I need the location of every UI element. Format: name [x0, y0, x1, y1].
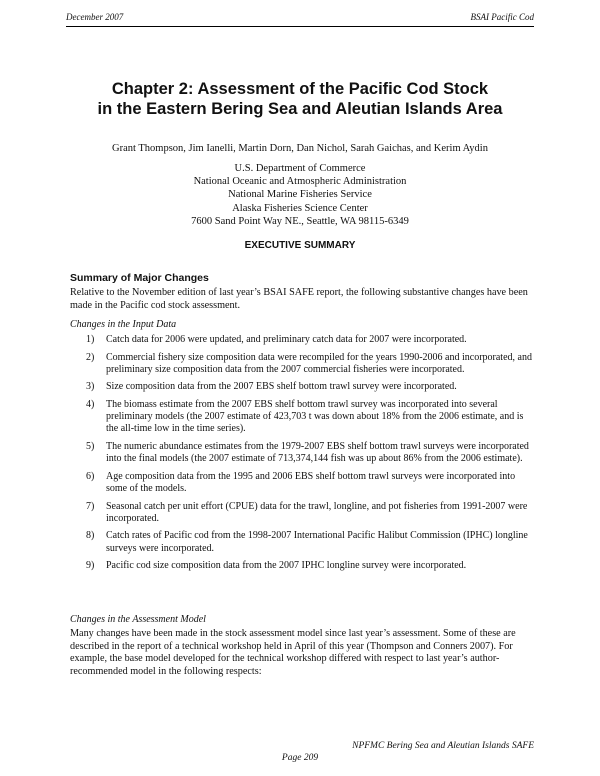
header-date: December 2007 — [66, 12, 124, 22]
summary-heading: Summary of Major Changes — [70, 272, 209, 284]
input-data-heading: Changes in the Input Data — [70, 319, 177, 330]
affiliation-line: Alaska Fisheries Science Center — [232, 202, 368, 214]
author-list: Grant Thompson, Jim Ianelli, Martin Dorn, Dan Nichol, Sarah Gaichas, and Kerim Aydin — [112, 143, 488, 154]
header-title: BSAI Pacific Cod — [470, 12, 534, 22]
list-item: 6) Age composition data from the 1995 and 2006 EBS shelf bottom trawl surveys were incorporated into some of the models. — [86, 470, 516, 494]
affiliation-block — [0, 162, 600, 228]
affiliation-line: U.S. Department of Commerce — [234, 163, 366, 174]
running-header — [66, 12, 534, 27]
affiliation-line: National Oceanic and Atmospheric Administration — [193, 176, 407, 188]
list-item: 8) Catch rates of Pacific cod from the 1998-2007 International Pacific Halibut Commission (IPHC) longline surveys were incorporated. — [86, 530, 528, 554]
list-item: 1) Catch data for 2006 were updated, and preliminary catch data for 2007 were incorporated. — [86, 334, 467, 345]
title-line-2: in the Eastern Bering Sea and Aleutian Islands Area — [97, 100, 503, 118]
model-heading: Changes in the Assessment Model — [70, 614, 206, 625]
list-item: 3) Size composition data from the 2007 EBS shelf bottom trawl survey were incorporated. — [86, 381, 457, 393]
list-item: 7) Seasonal catch per unit effort (CPUE) data for the trawl, longline, and pot fisheries from 1991-2007 were incorporated. — [86, 500, 528, 524]
list-item: 5) The numeric abundance estimates from the 1979-2007 EBS shelf bottom trawl surveys were incorporated into the final models (the 2007 estimate of 713,374,144 fish was up about 86% from the 2006 estimate). — [86, 440, 529, 465]
list-item: 2) Commercial fishery size composition data were recompiled for the years 1990-2006 and incorporated, and preliminary size composition data from the 2007 commercial fisheries were incorporated. — [86, 351, 532, 375]
affiliation-line: 7600 Sand Point Way NE., Seattle, WA 98115-6349 — [191, 215, 409, 227]
list-item: 9) Pacific cod size composition data from the 2007 IPHC longline survey were incorporated. — [86, 560, 467, 572]
affiliation-line: National Marine Fisheries Service — [228, 189, 372, 201]
model-paragraph: Many changes have been made in the stock assessment model since last year’s assessment. Some of these are described in the report of a technical workshop held in April of this year (Thompson and Conners 2007). For example, the base model developed for the technical workshop differed with respect to last year’s author-recommended model in the following respects: — [70, 628, 516, 677]
footer-series: NPFMC Bering Sea and Aleutian Islands SAFE — [352, 741, 534, 751]
executive-summary-heading: EXECUTIVE SUMMARY — [244, 240, 356, 251]
chapter-title — [0, 79, 600, 119]
page-number: Page 209 — [281, 753, 319, 763]
summary-intro: Relative to the November edition of last year’s BSAI SAFE report, the following substantive changes have been made in the Pacific cod stock assessment. — [70, 287, 528, 311]
input-changes-list — [86, 334, 536, 578]
title-line-1: Chapter 2: Assessment of the Pacific Cod Stock — [111, 80, 489, 98]
list-item: 4) The biomass estimate from the 2007 EBS shelf bottom trawl survey was incorporated into several preliminary models (the 2007 estimate of 423,703 t was down about 18% from the 2006 estimate, and is the all-time low in the time series). — [86, 398, 524, 435]
